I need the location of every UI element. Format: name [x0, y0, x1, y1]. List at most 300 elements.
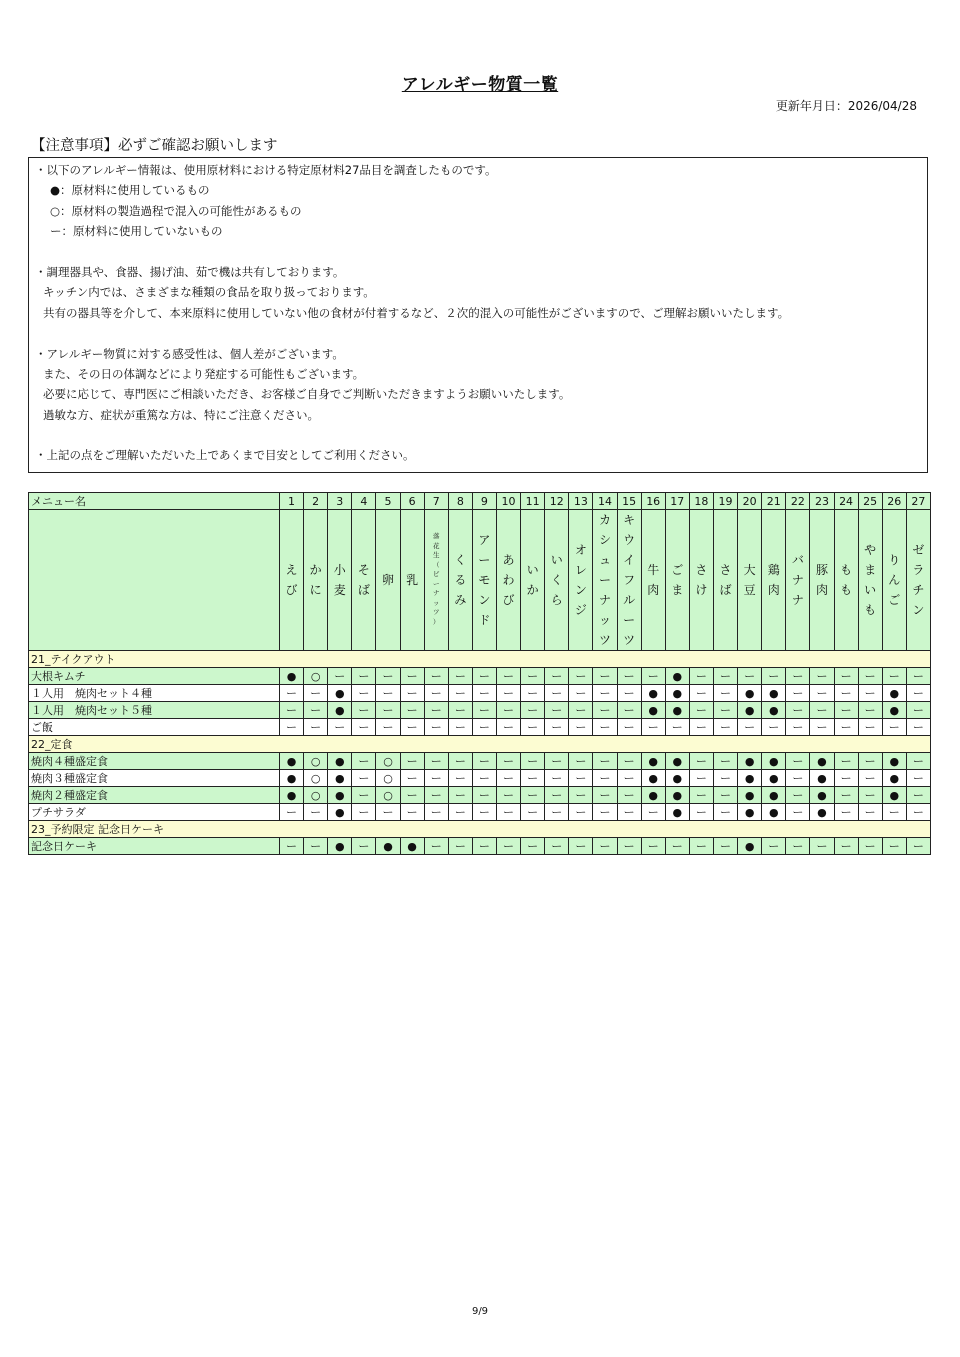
allergen-mark: ー — [496, 804, 520, 821]
allergen-mark: ー — [858, 668, 882, 685]
allergen-mark: ー — [882, 719, 906, 736]
category-label: 23_予約限定 記念日ケーキ — [29, 821, 931, 838]
allergen-name-text: い か — [526, 563, 539, 597]
allergen-mark: ー — [689, 838, 713, 855]
menu-item-name: 大根キムチ — [29, 668, 280, 685]
allergen-mark: ー — [569, 770, 593, 787]
header-number-row — [29, 493, 931, 510]
allergen-mark: ー — [545, 770, 569, 787]
allergen-mark: ー — [569, 753, 593, 770]
allergen-mark: ー — [689, 668, 713, 685]
allergen-number: 4 — [352, 493, 376, 510]
allergen-name — [834, 510, 858, 651]
allergen-mark: ー — [810, 668, 834, 685]
menu-item-name: 焼肉４種盛定食 — [29, 753, 280, 770]
allergen-mark: ○ — [376, 770, 400, 787]
allergen-mark: ○ — [304, 770, 328, 787]
allergen-mark: ー — [762, 719, 786, 736]
allergen-table — [28, 492, 931, 855]
allergen-name — [448, 510, 472, 651]
allergen-mark: ー — [786, 787, 810, 804]
legend-none: ー：原材料に使用していないもの — [50, 224, 223, 239]
table-row — [29, 753, 931, 770]
allergen-mark: ○ — [304, 668, 328, 685]
allergen-name — [641, 510, 665, 651]
allergen-number: 7 — [424, 493, 448, 510]
allergen-name-text: カ シ ュ ー ナ ッ ツ — [598, 513, 611, 647]
allergen-mark: ● — [665, 753, 689, 770]
allergen-name — [376, 510, 400, 651]
allergen-mark: ー — [448, 719, 472, 736]
menu-item-name: １人用 焼肉セット４種 — [29, 685, 280, 702]
allergen-mark: ー — [424, 838, 448, 855]
allergen-mark: ー — [906, 719, 930, 736]
page-number: 9/9 — [471, 1306, 489, 1317]
allergen-mark: ー — [352, 753, 376, 770]
allergen-mark: ー — [617, 787, 641, 804]
allergen-mark: ー — [786, 719, 810, 736]
allergen-number: 10 — [496, 493, 520, 510]
allergen-mark: ● — [738, 804, 762, 821]
allergen-mark: ー — [593, 719, 617, 736]
allergen-mark: ● — [665, 770, 689, 787]
allergen-mark: ー — [569, 702, 593, 719]
category-label: 21_テイクアウト — [29, 651, 931, 668]
allergen-mark: ● — [882, 787, 906, 804]
allergen-mark: ● — [738, 838, 762, 855]
allergen-mark: ー — [569, 719, 593, 736]
allergen-mark: ー — [352, 770, 376, 787]
allergen-name-text: 牛 肉 — [647, 563, 660, 597]
allergen-mark: ー — [713, 804, 737, 821]
allergen-number: 24 — [834, 493, 858, 510]
allergen-name — [713, 510, 737, 651]
allergen-mark: ー — [424, 702, 448, 719]
allergen-name-text: あ わ び — [502, 553, 515, 607]
allergen-name-text: オ レ ン ジ — [574, 543, 587, 617]
allergen-mark: ー — [304, 719, 328, 736]
allergen-mark: ー — [617, 753, 641, 770]
allergen-mark: ー — [858, 702, 882, 719]
table-row — [29, 804, 931, 821]
table-row — [29, 719, 931, 736]
allergen-mark: ● — [882, 702, 906, 719]
allergen-mark: ー — [786, 753, 810, 770]
allergen-mark: ー — [496, 702, 520, 719]
allergen-mark: ー — [617, 685, 641, 702]
allergen-mark: ● — [641, 753, 665, 770]
allergen-mark: ● — [810, 804, 834, 821]
allergen-mark: ー — [521, 685, 545, 702]
allergen-name — [593, 510, 617, 651]
header-name-row — [29, 510, 931, 651]
allergen-mark: ー — [328, 668, 352, 685]
legend-possible: ○：原材料の製造過程で混入の可能性があるもの — [50, 203, 302, 218]
allergen-number: 23 — [810, 493, 834, 510]
allergen-name — [545, 510, 569, 651]
allergen-mark: ー — [834, 702, 858, 719]
allergen-number: 26 — [882, 493, 906, 510]
allergen-mark: ー — [472, 770, 496, 787]
allergen-name — [617, 510, 641, 651]
allergen-mark: ー — [376, 719, 400, 736]
category-row — [29, 821, 931, 838]
allergen-mark: ● — [665, 787, 689, 804]
allergen-mark: ● — [738, 770, 762, 787]
allergen-mark: ー — [617, 770, 641, 787]
notice-line: 必要に応じて、専門医にご相談いただき、お客様ご自身でご判断いただきますようお願いいたします。 — [43, 387, 571, 402]
allergen-mark: ー — [906, 753, 930, 770]
allergen-mark: ● — [810, 753, 834, 770]
allergen-mark: ー — [521, 804, 545, 821]
allergen-mark: ー — [545, 804, 569, 821]
update-date: 更新年月日：2026/04/28 — [775, 99, 917, 113]
allergen-number: 12 — [545, 493, 569, 510]
allergen-name — [352, 510, 376, 651]
allergen-mark: ー — [762, 668, 786, 685]
allergen-mark: ー — [858, 719, 882, 736]
allergen-mark: ー — [545, 838, 569, 855]
allergen-mark: ー — [810, 685, 834, 702]
allergen-mark: ー — [400, 787, 424, 804]
allergen-mark: ー — [593, 668, 617, 685]
allergen-mark: ● — [665, 702, 689, 719]
allergen-mark: ー — [424, 668, 448, 685]
allergen-mark: ー — [906, 804, 930, 821]
allergen-mark: ー — [521, 770, 545, 787]
allergen-mark: ー — [906, 668, 930, 685]
allergen-name — [689, 510, 713, 651]
category-row — [29, 651, 931, 668]
allergen-name — [400, 510, 424, 651]
allergen-name — [304, 510, 328, 651]
allergen-mark: ー — [762, 838, 786, 855]
allergen-mark: ー — [617, 804, 641, 821]
allergen-mark: ー — [448, 685, 472, 702]
allergen-mark: ー — [521, 838, 545, 855]
allergen-mark: ー — [376, 685, 400, 702]
allergen-mark: ー — [689, 787, 713, 804]
allergen-mark: ー — [617, 668, 641, 685]
allergen-name-text: 小 麦 — [333, 563, 346, 597]
allergen-mark: ー — [858, 685, 882, 702]
allergen-mark: ー — [689, 685, 713, 702]
allergen-mark: ー — [569, 685, 593, 702]
allergen-name-text: 乳 — [406, 573, 419, 587]
allergen-mark: ー — [304, 838, 328, 855]
allergen-name — [786, 510, 810, 651]
allergen-mark: ー — [641, 719, 665, 736]
allergen-mark: ー — [545, 753, 569, 770]
allergen-mark: ● — [641, 702, 665, 719]
allergen-mark: ー — [424, 685, 448, 702]
allergen-mark: ー — [834, 770, 858, 787]
allergen-mark: ー — [496, 668, 520, 685]
allergen-mark: ー — [545, 668, 569, 685]
allergen-mark: ー — [834, 685, 858, 702]
page-title: アレルギー物質一覧 — [401, 75, 559, 95]
table-row — [29, 685, 931, 702]
allergen-mark: ー — [834, 719, 858, 736]
allergen-mark: ー — [352, 838, 376, 855]
allergen-mark: ー — [424, 770, 448, 787]
allergen-mark: ● — [665, 668, 689, 685]
allergen-mark: ー — [448, 702, 472, 719]
allergen-number: 6 — [400, 493, 424, 510]
allergen-mark: ー — [521, 719, 545, 736]
allergen-mark: ー — [304, 702, 328, 719]
notice-line: ・アレルギー物質に対する感受性は、個人差がございます。 — [35, 346, 344, 361]
allergen-name-text: い く ら — [550, 553, 563, 607]
allergen-mark: ー — [448, 838, 472, 855]
allergen-mark: ー — [376, 804, 400, 821]
allergen-name — [521, 510, 545, 651]
allergen-mark: ● — [738, 753, 762, 770]
allergen-number: 1 — [280, 493, 304, 510]
allergen-mark: ー — [521, 702, 545, 719]
allergen-mark: ー — [376, 702, 400, 719]
allergen-name — [810, 510, 834, 651]
allergen-mark: ● — [810, 787, 834, 804]
allergen-mark: ー — [858, 838, 882, 855]
allergen-mark: ー — [424, 753, 448, 770]
allergen-mark: ー — [496, 787, 520, 804]
notice-line: 共有の器具等を介して、本来原料に使用していない他の食材が付着するなど、２次的混入の可能性がございますので、ご理解お願いいたします。 — [43, 305, 790, 320]
allergen-mark: ● — [738, 787, 762, 804]
table-row — [29, 787, 931, 804]
allergen-mark: ー — [834, 838, 858, 855]
allergen-mark: ー — [906, 685, 930, 702]
allergen-mark: ー — [858, 753, 882, 770]
allergen-mark: ー — [617, 719, 641, 736]
allergen-mark: ー — [496, 719, 520, 736]
allergen-name-text: か に — [309, 563, 322, 597]
allergen-mark: ー — [280, 838, 304, 855]
allergen-mark: ー — [593, 770, 617, 787]
allergen-mark: ー — [641, 804, 665, 821]
allergen-mark: ー — [858, 770, 882, 787]
allergen-mark: ー — [472, 787, 496, 804]
allergen-mark: ー — [496, 685, 520, 702]
notice-box — [28, 157, 928, 473]
notice-blank — [35, 323, 921, 343]
allergen-mark: ● — [762, 753, 786, 770]
allergen-mark: ー — [472, 685, 496, 702]
allergen-number: 9 — [472, 493, 496, 510]
allergen-mark: ● — [328, 753, 352, 770]
allergen-mark: ー — [786, 668, 810, 685]
allergen-mark: ● — [641, 770, 665, 787]
allergen-name-text: も も — [840, 563, 853, 597]
allergen-mark: ー — [448, 668, 472, 685]
notice-line: ・上記の点をご理解いただいた上であくまで目安としてご利用ください。 — [35, 448, 415, 463]
allergen-mark: ○ — [304, 787, 328, 804]
allergen-name — [665, 510, 689, 651]
allergen-mark: ー — [472, 753, 496, 770]
allergen-mark: ー — [352, 668, 376, 685]
allergen-name — [906, 510, 930, 651]
category-label: 22_定食 — [29, 736, 931, 753]
allergen-number: 22 — [786, 493, 810, 510]
allergen-mark: ● — [328, 685, 352, 702]
allergen-mark: ● — [762, 787, 786, 804]
allergen-mark: ー — [713, 753, 737, 770]
allergen-name-text: ア ー モ ン ド — [478, 533, 491, 627]
allergen-mark: ー — [424, 804, 448, 821]
allergen-mark: ー — [834, 668, 858, 685]
allergen-mark: ー — [810, 702, 834, 719]
allergen-name-text: そ ば — [357, 563, 370, 597]
allergen-mark: ー — [786, 838, 810, 855]
table-row — [29, 770, 931, 787]
table-row — [29, 702, 931, 719]
allergen-mark: ー — [304, 804, 328, 821]
allergen-mark: ー — [569, 787, 593, 804]
allergen-name-text: バ ナ ナ — [791, 553, 804, 607]
allergen-mark: ー — [593, 753, 617, 770]
allergen-mark: ● — [641, 685, 665, 702]
allergen-mark: ● — [641, 787, 665, 804]
allergen-name — [472, 510, 496, 651]
allergen-number: 8 — [448, 493, 472, 510]
allergen-mark: ー — [545, 702, 569, 719]
allergen-name-text: さ ば — [719, 563, 732, 597]
allergen-mark: ○ — [376, 753, 400, 770]
allergen-mark: ー — [593, 787, 617, 804]
allergen-mark: ー — [400, 668, 424, 685]
allergen-number: 2 — [304, 493, 328, 510]
allergen-mark: ー — [280, 804, 304, 821]
allergen-number: 16 — [641, 493, 665, 510]
allergen-mark: ー — [810, 719, 834, 736]
allergen-mark: ー — [906, 838, 930, 855]
allergen-number: 17 — [665, 493, 689, 510]
allergen-mark: ● — [280, 668, 304, 685]
allergen-number: 27 — [906, 493, 930, 510]
notice-line: ・以下のアレルギー情報は、使用原材料における特定原材料27品目を調査したものです。 — [35, 163, 497, 177]
notice-line: また、その日の体調などにより発症する可能性もございます。 — [43, 366, 365, 381]
menu-name-header-blank — [29, 510, 280, 651]
allergen-number: 25 — [858, 493, 882, 510]
allergen-mark: ー — [280, 702, 304, 719]
allergen-name-text: 大 豆 — [743, 563, 756, 597]
allergen-mark: ● — [280, 770, 304, 787]
allergen-mark: ● — [328, 838, 352, 855]
allergen-mark: ー — [882, 804, 906, 821]
allergen-mark: ー — [472, 719, 496, 736]
allergen-mark: ー — [906, 770, 930, 787]
allergen-name-text: 落 花 生 （ ピ ー ナ ッ ツ ） — [432, 532, 440, 626]
allergen-mark: ー — [641, 668, 665, 685]
allergen-mark: ● — [762, 770, 786, 787]
allergen-mark: ー — [882, 668, 906, 685]
allergen-mark: ー — [617, 702, 641, 719]
menu-item-name: 焼肉３種盛定食 — [29, 770, 280, 787]
allergen-mark: ー — [689, 753, 713, 770]
allergen-mark: ー — [448, 753, 472, 770]
menu-name-header: メニュー名 — [29, 493, 280, 510]
allergen-mark: ー — [545, 685, 569, 702]
allergen-mark: ● — [882, 753, 906, 770]
allergen-mark: ー — [521, 668, 545, 685]
allergen-mark: ー — [834, 753, 858, 770]
menu-item-name: 記念日ケーキ — [29, 838, 280, 855]
allergen-mark: ● — [280, 787, 304, 804]
allergen-mark: ー — [858, 804, 882, 821]
allergen-mark: ー — [713, 838, 737, 855]
allergen-mark: ー — [738, 668, 762, 685]
allergen-number: 19 — [713, 493, 737, 510]
allergen-name-text: さ け — [695, 563, 708, 597]
allergen-mark: ● — [328, 804, 352, 821]
allergen-mark: ● — [280, 753, 304, 770]
allergen-mark: ー — [496, 838, 520, 855]
allergen-name — [858, 510, 882, 651]
allergen-mark: ー — [400, 770, 424, 787]
allergen-mark: ● — [738, 685, 762, 702]
allergen-mark: ー — [400, 804, 424, 821]
allergen-mark: ー — [400, 685, 424, 702]
allergen-mark: ー — [593, 838, 617, 855]
allergen-mark: ー — [713, 770, 737, 787]
allergen-mark: ● — [882, 770, 906, 787]
allergen-mark: ● — [328, 770, 352, 787]
allergen-name-text: り ん ご — [888, 553, 901, 607]
allergen-mark: ● — [665, 685, 689, 702]
menu-item-name: プチサラダ — [29, 804, 280, 821]
allergen-mark: ● — [328, 702, 352, 719]
allergen-mark: ー — [786, 804, 810, 821]
allergen-mark: ー — [569, 668, 593, 685]
allergen-name — [569, 510, 593, 651]
allergen-name — [496, 510, 520, 651]
allergen-mark: ー — [906, 787, 930, 804]
notice-blank — [35, 242, 921, 262]
allergen-mark: ー — [786, 770, 810, 787]
allergen-mark: ● — [762, 804, 786, 821]
table-row — [29, 668, 931, 685]
notice-line: 過敏な方、症状が重篤な方は、特にご注意ください。 — [43, 407, 319, 422]
allergen-mark: ー — [545, 787, 569, 804]
allergen-mark: ー — [376, 668, 400, 685]
table-row — [29, 838, 931, 855]
allergen-mark: ー — [689, 804, 713, 821]
allergen-mark: ● — [738, 702, 762, 719]
allergen-mark: ー — [352, 804, 376, 821]
notice-line: ・調理器具や、食器、揚げ油、茹で機は共有しております。 — [35, 264, 345, 279]
allergen-mark: ー — [352, 787, 376, 804]
allergen-name-text: ご ま — [671, 563, 684, 597]
allergen-mark: ー — [352, 719, 376, 736]
allergen-mark: ー — [521, 753, 545, 770]
allergen-mark: ー — [496, 753, 520, 770]
allergen-mark: ー — [593, 804, 617, 821]
allergen-mark: ー — [352, 685, 376, 702]
allergen-mark: ー — [400, 702, 424, 719]
allergen-mark: ● — [400, 838, 424, 855]
allergen-mark: ー — [786, 702, 810, 719]
allergen-mark: ー — [882, 838, 906, 855]
allergen-mark: ー — [689, 702, 713, 719]
allergen-name-text: や ま い も — [864, 543, 877, 617]
menu-item-name: ご飯 — [29, 719, 280, 736]
allergen-mark: ー — [424, 719, 448, 736]
allergen-mark: ー — [400, 753, 424, 770]
allergen-mark: ー — [424, 787, 448, 804]
allergen-mark: ー — [472, 804, 496, 821]
allergen-mark: ー — [617, 838, 641, 855]
legend-used: ●：原材料に使用しているもの — [50, 183, 210, 198]
